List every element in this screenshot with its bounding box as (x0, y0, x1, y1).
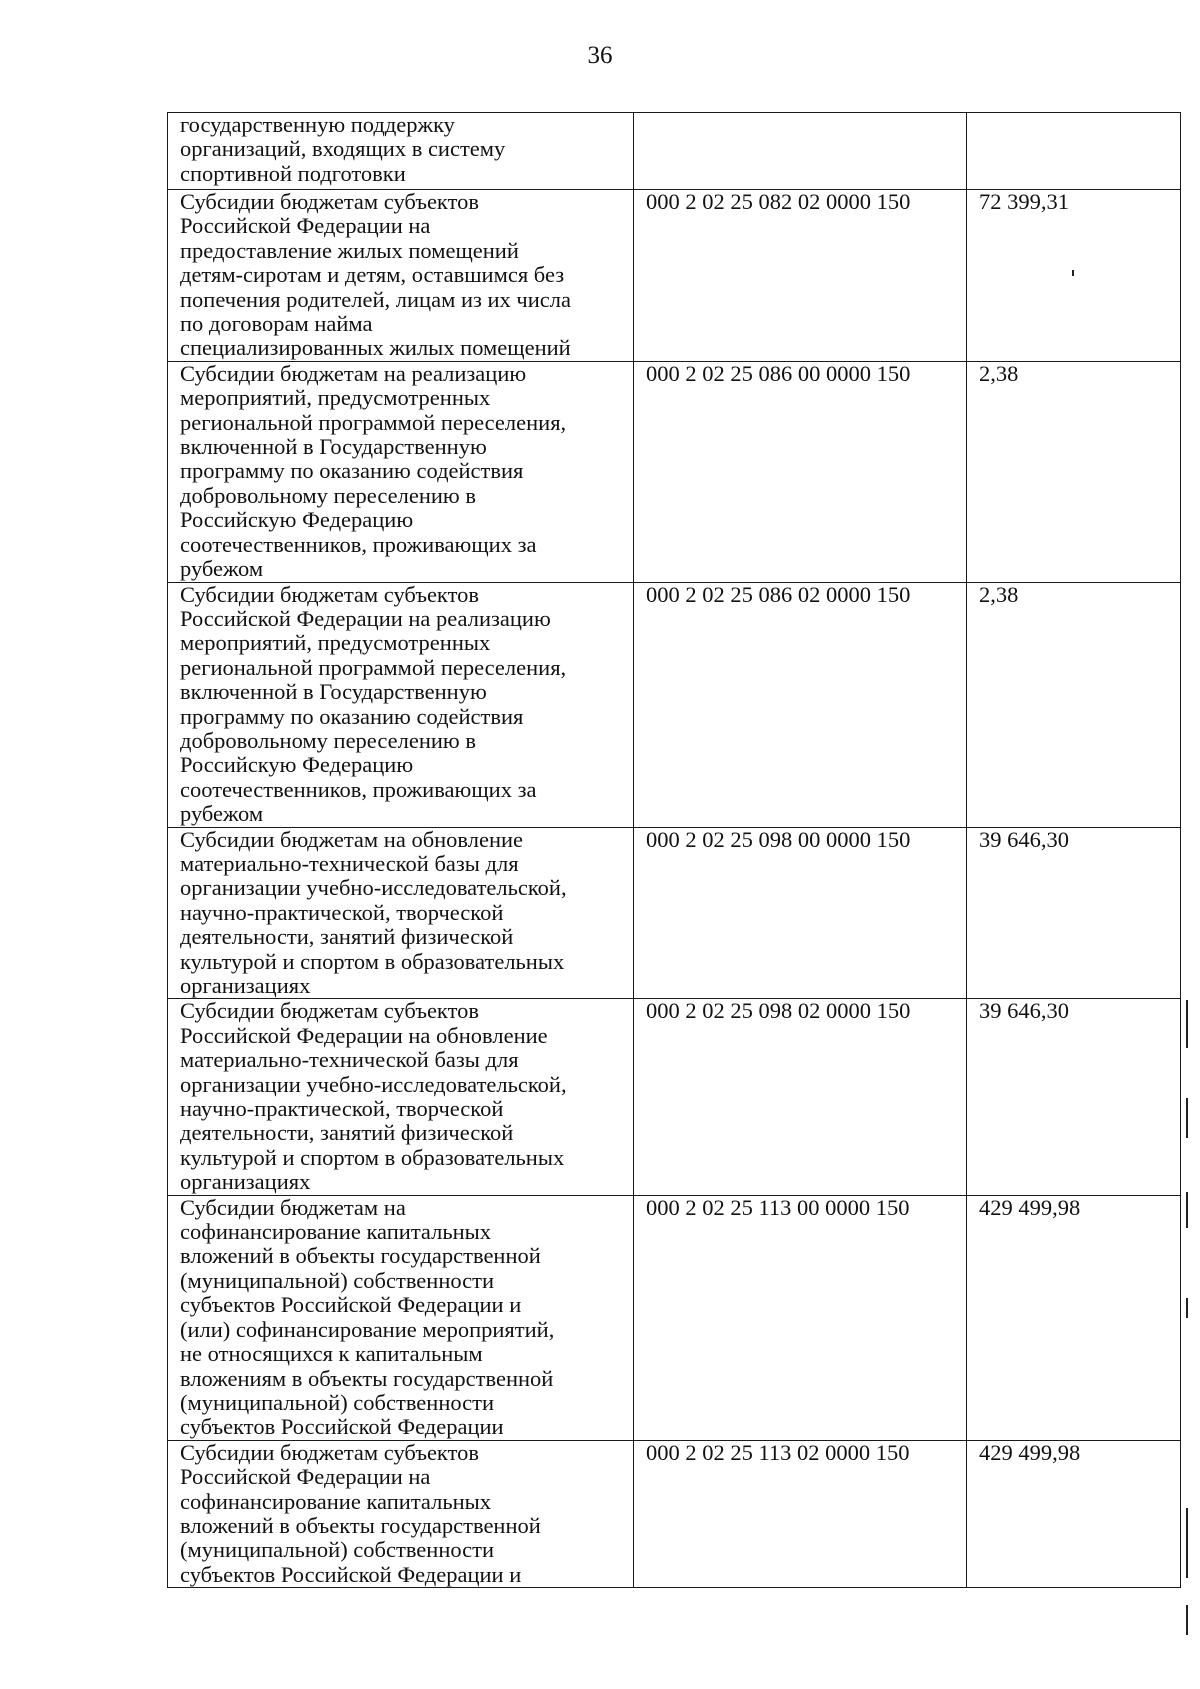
scan-artifact-mark (1186, 1000, 1188, 1048)
name-line: региональной программой переселения, (180, 654, 567, 680)
name-line: предоставление жилых помещений (180, 237, 519, 263)
table-row (168, 1195, 1181, 1440)
name-line: организациях (180, 973, 311, 998)
name-line: Субсидии бюджетам субъектов (180, 581, 479, 607)
name-line: спортивной подготовки (180, 160, 406, 186)
cell-code: 000 2 02 25 098 00 0000 150 (634, 827, 967, 999)
name-line: региональной программой переселения, (180, 409, 567, 435)
name-line: программу по оказанию содействия (180, 458, 524, 484)
name-line: соотечественников, проживающих за (180, 776, 537, 802)
table-row (168, 999, 1181, 1195)
page-number: 36 (587, 42, 613, 69)
table-row (168, 1440, 1181, 1587)
cell-code: 000 2 02 25 113 00 0000 150 (634, 1195, 967, 1440)
cell-amount: 72 399,31 (967, 190, 1181, 362)
name-line: деятельности, занятий физической (180, 1120, 514, 1146)
name-line: материально-технической базы для (180, 850, 519, 876)
scan-artifact-mark (1186, 1298, 1188, 1318)
name-line: организации учебно-исследовательской, (180, 875, 567, 901)
name-line: не относящихся к капитальным (180, 1341, 483, 1367)
name-line: мероприятий, предусмотренных (180, 385, 491, 411)
table-row (168, 361, 1181, 582)
name-line: вложений в объекты государственной (180, 1243, 541, 1269)
name-line: (или) софинансирование мероприятий, (180, 1316, 555, 1342)
name-line: софинансирование капитальных (180, 1219, 492, 1245)
scan-artifact-mark (1186, 1605, 1188, 1635)
cell-name (168, 361, 634, 582)
cell-code (634, 113, 967, 190)
name-line: Субсидии бюджетам субъектов (180, 189, 479, 214)
name-line: научно-практической, творческой (180, 1096, 504, 1122)
name-line: научно-практической, творческой (180, 899, 504, 925)
name-line: Российской Федерации на обновление (180, 1022, 548, 1048)
cell-amount: 2,38 (967, 582, 1181, 827)
cell-name (168, 999, 634, 1195)
name-line: организации учебно-исследовательской, (180, 1071, 567, 1097)
name-line: субъектов Российской Федерации и (180, 1292, 522, 1318)
cell-code: 000 2 02 25 082 02 0000 150 (634, 190, 967, 362)
cell-name (168, 190, 634, 362)
cell-code: 000 2 02 25 113 02 0000 150 (634, 1440, 967, 1587)
name-line: детям-сиротам и детям, оставшимся без (180, 262, 565, 288)
name-line: организациях (180, 1169, 311, 1195)
name-line: организаций, входящих в систему (180, 136, 506, 162)
cell-amount: 429 499,98 (967, 1195, 1181, 1440)
name-line: субъектов Российской Федерации и (180, 1561, 522, 1587)
name-line: Российскую Федерацию (180, 507, 414, 533)
name-line: добровольному переселению в (180, 727, 476, 753)
budget-table (167, 112, 1181, 1588)
name-line: Российской Федерации на реализацию (180, 605, 551, 631)
name-line: Российской Федерации на (180, 1464, 431, 1490)
name-line: рубежом (180, 556, 264, 582)
table-row (168, 582, 1181, 827)
name-line: вложений в объекты государственной (180, 1512, 541, 1538)
name-line: софинансирование капитальных (180, 1488, 492, 1514)
cell-amount: 39 646,30 (967, 827, 1181, 999)
cell-name (168, 113, 634, 190)
name-line: вложениям в объекты государственной (180, 1365, 554, 1391)
name-line: рубежом (180, 801, 264, 827)
name-line: государственную поддержку (180, 112, 455, 137)
scan-artifact-mark (1072, 270, 1074, 276)
name-line: (муниципальной) собственности (180, 1267, 495, 1293)
name-line: (муниципальной) собственности (180, 1537, 495, 1563)
name-line: Российской Федерации на (180, 213, 431, 239)
name-line: добровольному переселению в (180, 482, 476, 508)
cell-name (168, 582, 634, 827)
scan-artifact-mark (1186, 1192, 1188, 1228)
name-line: соотечественников, проживающих за (180, 531, 537, 557)
cell-code: 000 2 02 25 086 00 0000 150 (634, 361, 967, 582)
name-line: Субсидии бюджетам на (180, 1194, 406, 1220)
name-line: Субсидии бюджетам субъектов (180, 1439, 479, 1465)
name-line: программу по оказанию содействия (180, 703, 524, 729)
cell-code: 000 2 02 25 098 02 0000 150 (634, 999, 967, 1195)
cell-amount: 2,38 (967, 361, 1181, 582)
scan-artifact-mark (1186, 1508, 1188, 1578)
cell-amount: 39 646,30 (967, 999, 1181, 1195)
name-line: Субсидии бюджетам субъектов (180, 998, 479, 1024)
cell-amount (967, 113, 1181, 190)
name-line: культурой и спортом в образовательных (180, 948, 565, 974)
table-row (168, 113, 1181, 190)
cell-name (168, 827, 634, 999)
cell-code: 000 2 02 25 086 02 0000 150 (634, 582, 967, 827)
table-row (168, 190, 1181, 362)
name-line: мероприятий, предусмотренных (180, 630, 491, 656)
name-line: деятельности, занятий физической (180, 924, 514, 950)
name-line: попечения родителей, лицам из их числа (180, 286, 571, 312)
cell-amount: 429 499,98 (967, 1440, 1181, 1587)
name-line: субъектов Российской Федерации (180, 1414, 504, 1440)
table-row (168, 827, 1181, 999)
name-line: культурой и спортом в образовательных (180, 1144, 565, 1170)
name-line: Российскую Федерацию (180, 752, 414, 778)
cell-name (168, 1440, 634, 1587)
name-line: Субсидии бюджетам на реализацию (180, 360, 527, 386)
name-line: материально-технической базы для (180, 1047, 519, 1073)
table-body (168, 113, 1181, 1588)
scan-artifact-mark (1186, 1098, 1188, 1138)
name-line: по договорам найма (180, 311, 373, 337)
name-line: включенной в Государственную (180, 434, 487, 460)
cell-name (168, 1195, 634, 1440)
name-line: (муниципальной) собственности (180, 1389, 495, 1415)
name-line: включенной в Государственную (180, 679, 487, 705)
name-line: специализированных жилых помещений (180, 335, 571, 361)
name-line: Субсидии бюджетам на обновление (180, 826, 524, 852)
